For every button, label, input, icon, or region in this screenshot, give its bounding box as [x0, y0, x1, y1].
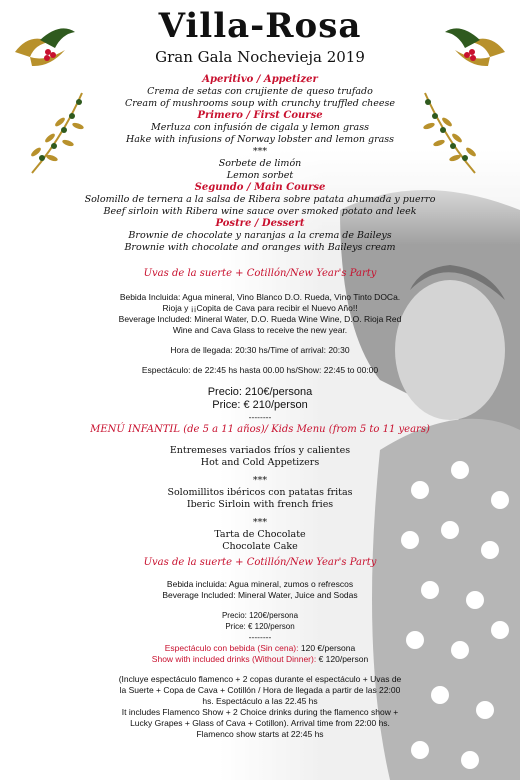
- beverage-line: Rioja y ¡¡Copita de Cava para recibir el Nuevo Año!!: [162, 303, 358, 313]
- section-title-main-course: Segundo / Main Course: [194, 182, 326, 193]
- dish-es: Brownie de chocolate y naranjas a la crema de Baileys: [128, 230, 392, 241]
- kids-price-en: Price: € 120/person: [225, 622, 295, 631]
- dish-es: Merluza con infusión de cigala y lemon grass: [151, 122, 369, 133]
- kids-menu-title: MENÚ INFANTIL (de 5 a 11 años)/ Kids Menu (from 5 to 11 years): [90, 424, 430, 435]
- dish-es: Tarta de Chocolate: [214, 529, 306, 540]
- kids-new-year-party-line: Uvas de la suerte + Cotillón/New Year's Party: [143, 557, 377, 568]
- dish-es: Sorbete de limón: [218, 158, 302, 169]
- kids-beverage-es: Bebida incluida: Agua mineral, zumos o refrescos: [166, 579, 354, 589]
- beverage-line: Wine and Cava Glass to receive the new year.: [172, 325, 348, 335]
- show-only-note: hs. Espectáculo a las 22.45 hs: [202, 696, 318, 706]
- show-only-label-es: Espectáculo con bebida (Sin cena):: [164, 643, 299, 653]
- new-year-party-line: Uvas de la suerte + Cotillón/New Year's Party: [143, 268, 377, 279]
- section-title-first-course: Primero / First Course: [197, 110, 323, 121]
- section-title-dessert: Postre / Dessert: [215, 218, 305, 229]
- show-only-note: Lucky Grapes + Glass of Cava + Cotillon). Arrival time from 22:00 hs.: [130, 718, 390, 728]
- holly-left-icon: [10, 22, 80, 72]
- price-es: Precio: 210€/persona: [207, 386, 313, 398]
- show-only-note: It includes Flamenco Show + 2 Choice drinks during the flamenco show +: [121, 707, 399, 717]
- divider: --------: [248, 412, 272, 422]
- show-only-note: la Suerte + Copa de Cava + Cotillón / Hora de llegada a partir de las 22:00: [119, 685, 401, 695]
- dish-en: Cream of mushrooms soup with crunchy truffled cheese: [125, 98, 395, 109]
- arrival-time: Hora de llegada: 20:30 hs/Time of arrival: 20:30: [170, 345, 350, 355]
- price-en: Price: € 210/person: [212, 399, 308, 411]
- dish-en: Beef sirloin with Ribera wine sauce over smoked potato and leek: [103, 206, 417, 217]
- dish-es: Solomillitos ibéricos con patatas fritas: [167, 487, 353, 498]
- separator-stars: ***: [252, 146, 268, 157]
- restaurant-title: Villa-Rosa: [158, 6, 362, 46]
- dish-en: Chocolate Cake: [222, 541, 298, 552]
- show-time: Espectáculo: de 22:45 hs hasta 00.00 hs/Show: 22:45 to 00:00: [141, 365, 379, 375]
- divider: --------: [248, 632, 272, 642]
- kids-beverage-en: Beverage Included: Mineral Water, Juice and Sodas: [162, 590, 358, 600]
- holly-right-icon: [440, 22, 510, 72]
- kids-price-es: Precio: 120€/persona: [221, 611, 299, 620]
- show-only-note: Flamenco show starts at 22:45 hs: [196, 729, 324, 739]
- gold-branch-left-icon: [22, 88, 102, 178]
- event-subtitle: Gran Gala Nochevieja 2019: [155, 48, 365, 66]
- show-only-price-es: 120 €/persona: [298, 643, 356, 653]
- dish-en: Lemon sorbet: [226, 170, 294, 181]
- dish-en: Iberic Sirloin with french fries: [186, 499, 334, 510]
- gold-branch-right-icon: [405, 88, 485, 178]
- dish-es: Crema de setas con crujiente de queso trufado: [147, 86, 373, 97]
- show-only-label-en: Show with included drinks (Without Dinner):: [151, 654, 317, 664]
- dish-es: Entremeses variados fríos y calientes: [169, 445, 351, 456]
- dish-en: Hot and Cold Appetizers: [200, 457, 320, 468]
- show-only-note: (Incluye espectáculo flamenco + 2 copas durante el espectáculo + Uvas de: [118, 674, 402, 684]
- beverage-line: Beverage Included: Mineral Water, D.O. Rueda Wine Wine, D.O. Rioja Red: [118, 314, 402, 324]
- separator-stars: ***: [252, 517, 268, 528]
- dish-en: Brownie with chocolate and oranges with Baileys cream: [124, 242, 396, 253]
- beverage-line: Bebida Incluida: Agua mineral, Vino Blanco D.O. Rueda, Vino Tinto DOCa.: [119, 292, 401, 302]
- dish-en: Hake with infusions of Norway lobster and lemon grass: [125, 134, 395, 145]
- section-title-appetizer: Aperitivo / Appetizer: [202, 74, 318, 85]
- separator-stars: ***: [252, 475, 268, 486]
- dish-es: Solomillo de ternera a la salsa de Ribera sobre patata ahumada y puerro: [84, 194, 436, 205]
- show-only-price-en: € 120/person: [316, 654, 369, 664]
